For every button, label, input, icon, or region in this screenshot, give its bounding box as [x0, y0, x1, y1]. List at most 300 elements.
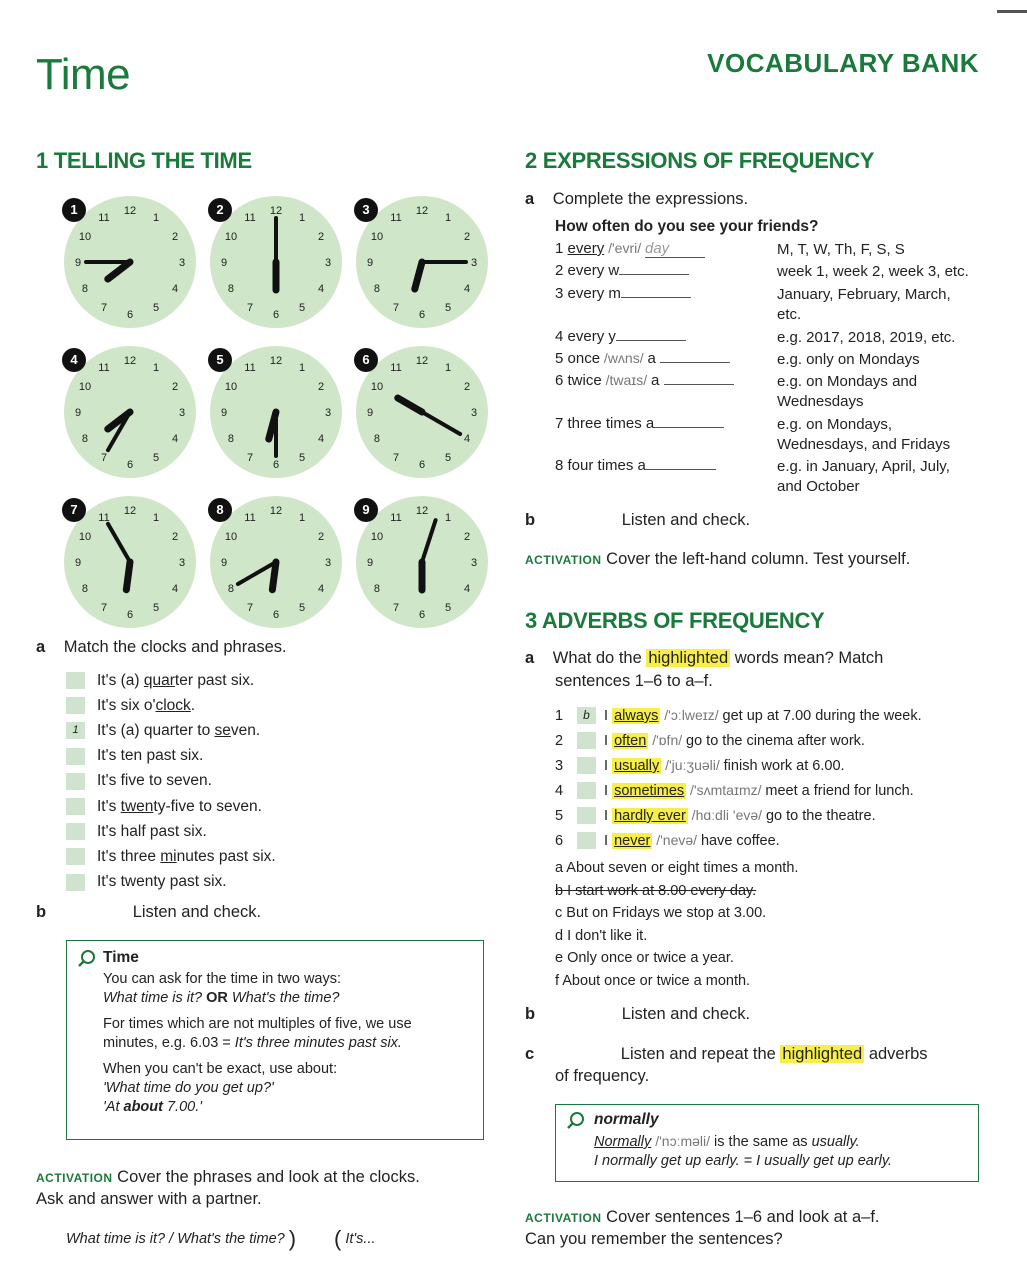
- adverb-sentence: [555, 778, 1005, 803]
- option-letter: a: [555, 860, 567, 876]
- clock-numeral: 3: [324, 257, 332, 269]
- option-item: [555, 973, 975, 996]
- answer-box[interactable]: [66, 773, 85, 790]
- sec3-b-label: b: [525, 1005, 536, 1023]
- clock: [60, 490, 200, 630]
- answer-blank[interactable]: [660, 362, 730, 363]
- corner-mark: [997, 10, 1027, 13]
- sentence-text: [604, 732, 865, 749]
- tip-line: [594, 1133, 968, 1150]
- clock-numeral: 6: [272, 309, 280, 321]
- normally-tip-box: [555, 1104, 979, 1182]
- clock-numeral: 12: [415, 355, 429, 367]
- answer-box[interactable]: [66, 798, 85, 815]
- sec1-a-instruction: [36, 638, 287, 657]
- sec3-c-label: c: [525, 1045, 535, 1063]
- phonetic: /'ɒfn/: [648, 732, 687, 748]
- clock-numeral: 2: [317, 381, 325, 393]
- phrase-list: [66, 668, 486, 895]
- section-1-heading: 1 TELLING THE TIME: [36, 148, 252, 173]
- sentence-part: I: [604, 758, 613, 774]
- option-item: [555, 950, 975, 973]
- phrase-item: [66, 844, 486, 869]
- clock: [352, 340, 492, 480]
- speech-bubble-1: What time is it? / What's the time? ): [66, 1226, 297, 1251]
- clock-number-badge: 7: [62, 498, 86, 522]
- tip-bold-word: about: [123, 1099, 163, 1115]
- answer-blank[interactable]: [619, 274, 689, 275]
- clock-numeral: 1: [152, 211, 160, 224]
- phonetic: /'juːʒuəli/: [661, 757, 724, 773]
- sentence-part: meet a friend for lunch.: [765, 783, 914, 799]
- clock-numeral: 7: [100, 452, 108, 465]
- answer-box[interactable]: 1: [66, 722, 85, 739]
- clock-numeral: 7: [246, 302, 254, 315]
- option-letter: b: [555, 882, 568, 899]
- stressed-syllable: twen: [120, 797, 154, 815]
- frequency-item: [555, 415, 724, 432]
- phrase-part: nutes past six.: [176, 847, 276, 865]
- example-line: e.g. 2017, 2018, 2019, etc.: [777, 329, 956, 346]
- clock-numeral: 6: [272, 609, 280, 621]
- sentence-number: 1: [555, 707, 564, 724]
- stressed-syllable: mi: [160, 847, 177, 865]
- clock-numeral: 4: [463, 583, 471, 595]
- phrase-part: .: [190, 696, 196, 714]
- sec3-c-text-2: of frequency.: [555, 1067, 650, 1085]
- clock: [60, 190, 200, 330]
- sec2-question: How often do you see your friends?: [555, 218, 819, 235]
- clock-numeral: 5: [444, 452, 452, 465]
- clock-numeral: 4: [171, 283, 179, 295]
- clock-number-badge: 1: [62, 198, 86, 222]
- clock-numeral: 1: [444, 361, 452, 374]
- answer-box[interactable]: [66, 823, 85, 840]
- clock-numeral: 9: [74, 557, 82, 569]
- sentence-part: go to the cinema after work.: [686, 733, 865, 749]
- item-expression: every y: [567, 328, 616, 345]
- answer-blank[interactable]: [621, 297, 691, 298]
- adverb-sentence-list: [555, 703, 1005, 853]
- page-title: Time: [36, 50, 131, 99]
- sec3-b-instruction: [525, 1005, 750, 1024]
- highlight-word: sometimes: [614, 783, 685, 799]
- phonetic: /wʌns/: [600, 350, 648, 366]
- sec3-a-instruction: [525, 649, 883, 668]
- tip-line: 'What time do you get up?': [103, 1080, 274, 1096]
- item-number: 2: [555, 262, 568, 279]
- clock: [206, 190, 346, 330]
- search-icon: [566, 1111, 586, 1136]
- clock-numeral: 10: [78, 381, 92, 393]
- clock-numeral: 4: [317, 583, 325, 595]
- tip-word: Normally: [594, 1134, 652, 1150]
- clock-number-badge: 8: [208, 498, 232, 522]
- phrase-part: It's half past six.: [97, 822, 207, 840]
- phrase-text: [97, 747, 203, 765]
- sec1-b-text: Listen and check.: [132, 903, 262, 921]
- clock-numeral: 2: [171, 381, 179, 393]
- activation-label: ACTIVATION: [36, 1171, 113, 1185]
- item-example: [777, 262, 969, 282]
- clock-numeral: 6: [126, 609, 134, 621]
- phonetic: /hɑːdli 'evə/: [687, 807, 766, 823]
- phrase-part: ven.: [230, 721, 261, 739]
- activation-text: Cover the phrases and look at the clocks.: [117, 1168, 420, 1186]
- tip-example: It's three minutes past six.: [234, 1035, 402, 1051]
- item-example: [777, 350, 920, 370]
- vocabulary-bank-label: VOCABULARY BANK: [707, 48, 979, 78]
- clock-numeral: 6: [418, 459, 426, 471]
- clock-numeral: 3: [178, 557, 186, 569]
- sentence-number: 6: [555, 832, 564, 849]
- clock-numeral: 2: [171, 231, 179, 243]
- clock-numeral: 3: [470, 557, 478, 569]
- option-text: Only once or twice a year.: [567, 950, 734, 966]
- clock-numeral: 8: [81, 283, 89, 295]
- adverb-sentence: [555, 803, 1005, 828]
- clock-numeral: 3: [324, 557, 332, 569]
- answer-box[interactable]: [66, 748, 85, 765]
- phrase-text: [97, 873, 227, 891]
- sec1-b-instruction: [36, 903, 261, 922]
- clock-numeral: 9: [366, 257, 374, 269]
- phonetic: /'sʌmtaɪmz/: [686, 782, 766, 798]
- clock-number-badge: 2: [208, 198, 232, 222]
- clock-numeral: 1: [298, 211, 306, 224]
- clock-number-badge: 4: [62, 348, 86, 372]
- adverb-sentence: [555, 703, 1005, 728]
- sec2-a-instruction: [525, 190, 748, 209]
- item-expression: twice: [567, 372, 602, 389]
- phrase-item: [66, 718, 486, 743]
- clock-numeral: 1: [298, 511, 306, 524]
- answer-blank[interactable]: [654, 427, 724, 428]
- activation-text: Can you remember the sentences?: [525, 1230, 783, 1248]
- clock-numeral: 8: [81, 433, 89, 445]
- clock-numeral: 11: [390, 211, 402, 224]
- clock-numeral: 12: [269, 505, 283, 517]
- sentence-text: [604, 782, 914, 799]
- clock-numeral: 4: [171, 583, 179, 595]
- item-expression: every: [567, 240, 605, 257]
- tip-text: is the same as: [710, 1134, 812, 1150]
- tip-questions: [103, 990, 473, 1006]
- highlight-word: always: [614, 708, 659, 724]
- highlight-word: usually: [614, 758, 660, 774]
- clock-numeral: 11: [244, 361, 256, 374]
- answer-blank[interactable]: [616, 340, 686, 341]
- example-line: Wednesdays, and Fridays: [777, 436, 951, 453]
- hour-hand: [126, 562, 130, 590]
- highlight-word: highlighted: [782, 1045, 863, 1063]
- answer-box[interactable]: b: [577, 707, 596, 724]
- sentence-part: I: [604, 733, 613, 749]
- phrase-part: It's three: [97, 847, 161, 865]
- clock-numeral: 9: [74, 257, 82, 269]
- clock-numeral: 11: [390, 511, 402, 524]
- sec1-b-label: b: [36, 903, 47, 921]
- phrase-item: [66, 744, 486, 769]
- section-2-heading: 2 EXPRESSIONS OF FREQUENCY: [525, 148, 875, 173]
- phrase-text: [97, 848, 276, 866]
- phrase-part: ty-five to seven.: [153, 797, 262, 815]
- bubble-text: It's...: [345, 1231, 376, 1247]
- tip-line: For times which are not multiples of five, we use: [103, 1016, 412, 1032]
- clock-numeral: 9: [220, 557, 228, 569]
- section-3-heading: 3 ADVERBS OF FREQUENCY: [525, 608, 825, 633]
- sentence-number: 4: [555, 782, 564, 799]
- sentence-part: get up at 7.00 during the week.: [722, 708, 922, 724]
- example-line: e.g. on Mondays,: [777, 416, 893, 433]
- answer-box[interactable]: [577, 757, 596, 774]
- tip-line: [103, 1099, 473, 1115]
- phrase-part: It's twenty past six.: [97, 873, 227, 891]
- highlight-word: never: [614, 833, 651, 849]
- tip-line: When you can't be exact, use about:: [103, 1061, 338, 1077]
- tip-phonetic: /'nɔːməli/: [655, 1133, 711, 1149]
- tip-text: 7.00.': [162, 1099, 203, 1115]
- item-expression: four times a: [567, 457, 646, 474]
- sec3-a-text: words mean? Match: [730, 649, 884, 667]
- activation-text: Cover sentences 1–6 and look at a–f.: [606, 1208, 880, 1226]
- clock-numeral: 5: [298, 302, 306, 315]
- clock-numeral: 2: [463, 231, 471, 243]
- sec2-activation: [525, 550, 910, 569]
- item-example: [777, 415, 950, 455]
- sec3-b-text: Listen and check.: [621, 1005, 751, 1023]
- clock-numeral: 6: [126, 459, 134, 471]
- clock-numeral: 11: [98, 361, 110, 374]
- tip-title: Time: [103, 949, 139, 966]
- clock-numeral: 8: [227, 433, 235, 445]
- clock-numeral: 8: [81, 583, 89, 595]
- item-expression: every m: [567, 285, 621, 302]
- tip-line: You can ask for the time in two ways:: [103, 971, 342, 987]
- sec3-a-label: a: [525, 649, 535, 667]
- clock-numeral: 10: [370, 381, 384, 393]
- sec3-c-text: adverbs: [864, 1045, 928, 1063]
- clock-numeral: 12: [269, 355, 283, 367]
- clock-numeral: 10: [78, 531, 92, 543]
- clock-numeral: 3: [470, 257, 478, 269]
- phrase-part: It's (a): [97, 671, 144, 689]
- clock-numeral: 8: [227, 283, 235, 295]
- clock-numeral: 9: [366, 557, 374, 569]
- answer-box[interactable]: [577, 732, 596, 749]
- sec3-a-text-2: sentences 1–6 to a–f.: [555, 672, 713, 690]
- clock-numeral: 5: [298, 602, 306, 615]
- sec2-a-label: a: [525, 190, 535, 208]
- highlight-word: hardly ever: [614, 808, 686, 824]
- sentence-part: I: [604, 783, 613, 799]
- answer-blank[interactable]: [664, 384, 734, 385]
- sentence-text: [604, 832, 780, 849]
- clock-numeral: 1: [444, 211, 452, 224]
- sec3-a-text: What do the: [552, 649, 647, 667]
- bubble-text: What time is it? / What's the time?: [66, 1231, 285, 1247]
- item-number: 4: [555, 328, 568, 345]
- clock-numeral: 8: [373, 583, 381, 595]
- frequency-item: [555, 262, 689, 279]
- fill-prefix: a: [647, 350, 661, 367]
- frequency-item: [555, 285, 691, 302]
- clock-number-badge: 9: [354, 498, 378, 522]
- item-expression: once: [567, 350, 601, 367]
- clock-numeral: 10: [224, 531, 238, 543]
- phrase-part: It's ten past six.: [97, 747, 204, 765]
- phrase-part: It's six o': [97, 696, 156, 714]
- activation-label: ACTIVATION: [525, 553, 602, 567]
- item-number: 3: [555, 285, 568, 302]
- clock-numeral: 10: [78, 231, 92, 243]
- phonetic: /'nevə/: [652, 832, 701, 848]
- answer-box[interactable]: [66, 874, 85, 891]
- item-number: 1: [555, 240, 568, 257]
- answer-blank[interactable]: day: [645, 240, 705, 258]
- option-item: [555, 883, 975, 906]
- stressed-syllable: se: [214, 721, 231, 739]
- sec2-b-text: Listen and check.: [621, 511, 751, 529]
- phonetic: /twaɪs/: [601, 372, 652, 388]
- clock-numeral: 9: [74, 407, 82, 419]
- clock: [352, 490, 492, 630]
- example-line: and October: [777, 478, 860, 495]
- example-line: e.g. only on Mondays: [777, 351, 920, 368]
- phrase-part: It's (a) quarter to: [97, 721, 215, 739]
- answer-box[interactable]: [66, 697, 85, 714]
- activation-text: Cover the left-hand column. Test yourself.: [606, 550, 911, 568]
- phrase-item: [66, 668, 486, 693]
- answer-box[interactable]: [577, 782, 596, 799]
- stressed-syllable: clock: [155, 696, 191, 714]
- clock-numeral: 10: [370, 531, 384, 543]
- answer-box[interactable]: [577, 832, 596, 849]
- phrase-item: [66, 769, 486, 794]
- answer-blank[interactable]: [646, 469, 716, 470]
- answer-box[interactable]: [577, 807, 596, 824]
- frequency-item: [555, 457, 716, 474]
- clock-numeral: 12: [269, 205, 283, 217]
- stressed-syllable: quar: [143, 671, 175, 689]
- frequency-item: [555, 328, 686, 345]
- sec3-c-instruction: [525, 1045, 928, 1064]
- tip-question-2: What's the time?: [231, 990, 340, 1006]
- clock-numeral: 9: [220, 407, 228, 419]
- example-line: Wednesdays: [777, 393, 864, 410]
- clock-numeral: 8: [373, 283, 381, 295]
- answer-box[interactable]: [66, 848, 85, 865]
- clock-numeral: 6: [418, 609, 426, 621]
- clock-numeral: 7: [100, 602, 108, 615]
- option-text: I don't like it.: [567, 927, 648, 944]
- clock-numeral: 5: [152, 302, 160, 315]
- fill-prefix: a: [651, 372, 664, 389]
- phrase-part: It's five to seven.: [97, 772, 212, 790]
- clock-numeral: 11: [390, 361, 402, 374]
- item-number: 5: [555, 350, 568, 367]
- clock-numeral: 1: [444, 511, 452, 524]
- answer-box[interactable]: [66, 672, 85, 689]
- tip-text: minutes, e.g. 6.03 =: [103, 1035, 235, 1051]
- phrase-part: ter past six.: [174, 671, 255, 689]
- highlight-word: highlighted: [648, 649, 729, 667]
- clock-numeral: 10: [224, 231, 238, 243]
- option-text: About once or twice a month.: [562, 972, 751, 989]
- example-line: etc.: [777, 306, 802, 323]
- clock-numeral: 2: [171, 531, 179, 543]
- clock-numeral: 7: [392, 602, 400, 615]
- clock-numeral: 5: [152, 602, 160, 615]
- clock-numeral: 6: [126, 309, 134, 321]
- sec3-activation: [525, 1208, 880, 1227]
- clock-numeral: 7: [392, 302, 400, 315]
- clock-numeral: 12: [123, 505, 137, 517]
- item-example: [777, 240, 905, 260]
- item-expression: three times a: [567, 415, 655, 432]
- option-list: [555, 860, 975, 995]
- clock-numeral: 1: [152, 361, 160, 374]
- item-number: 8: [555, 457, 568, 474]
- clock-numeral: 12: [415, 205, 429, 217]
- clock-numeral: 5: [152, 452, 160, 465]
- phrase-item: [66, 870, 486, 895]
- clock-numeral: 3: [470, 407, 478, 419]
- clock-numeral: 11: [98, 211, 110, 224]
- sentence-number: 3: [555, 757, 564, 774]
- example-line: January, February, March,: [777, 286, 951, 303]
- tip-line: [103, 1035, 473, 1051]
- sentence-part: I: [604, 833, 613, 849]
- clock-number-badge: 5: [208, 348, 232, 372]
- clock-numeral: 7: [246, 602, 254, 615]
- item-example: [777, 285, 951, 325]
- clock-numeral: 7: [392, 452, 400, 465]
- clock-numeral: 7: [100, 302, 108, 315]
- clock-numeral: 5: [298, 452, 306, 465]
- clock-numeral: 2: [317, 531, 325, 543]
- sec1-activation: [36, 1168, 420, 1187]
- speech-bubble-2: ( It's...: [334, 1226, 376, 1251]
- clock-numeral: 10: [370, 231, 384, 243]
- sec2-b-instruction: [525, 511, 750, 530]
- option-letter: f: [555, 972, 563, 989]
- sentence-text: [604, 707, 922, 724]
- clock-numeral: 4: [463, 283, 471, 295]
- clock-numeral: 9: [220, 257, 228, 269]
- clock-numeral: 11: [98, 511, 110, 524]
- clock-numeral: 4: [171, 433, 179, 445]
- clock-numeral: 4: [463, 433, 471, 445]
- example-line: e.g. on Mondays and: [777, 373, 918, 390]
- clock-numeral: 12: [415, 505, 429, 517]
- clock-numeral: 8: [373, 433, 381, 445]
- phrase-text: [97, 722, 260, 740]
- clock-numeral: 5: [444, 602, 452, 615]
- item-number: 6: [555, 372, 568, 389]
- clock-number-badge: 6: [354, 348, 378, 372]
- option-letter: e: [555, 950, 568, 966]
- clock-numeral: 5: [444, 302, 452, 315]
- phrase-item: [66, 693, 486, 718]
- clock-grid: [60, 190, 500, 621]
- clock-number-badge: 3: [354, 198, 378, 222]
- search-icon: [77, 949, 97, 974]
- phonetic: /'ɔːlweɪz/: [660, 707, 723, 723]
- example-line: M, T, W, Th, F, S, S: [777, 241, 905, 258]
- sec1-a-label: a: [36, 638, 46, 656]
- item-example: [777, 372, 917, 412]
